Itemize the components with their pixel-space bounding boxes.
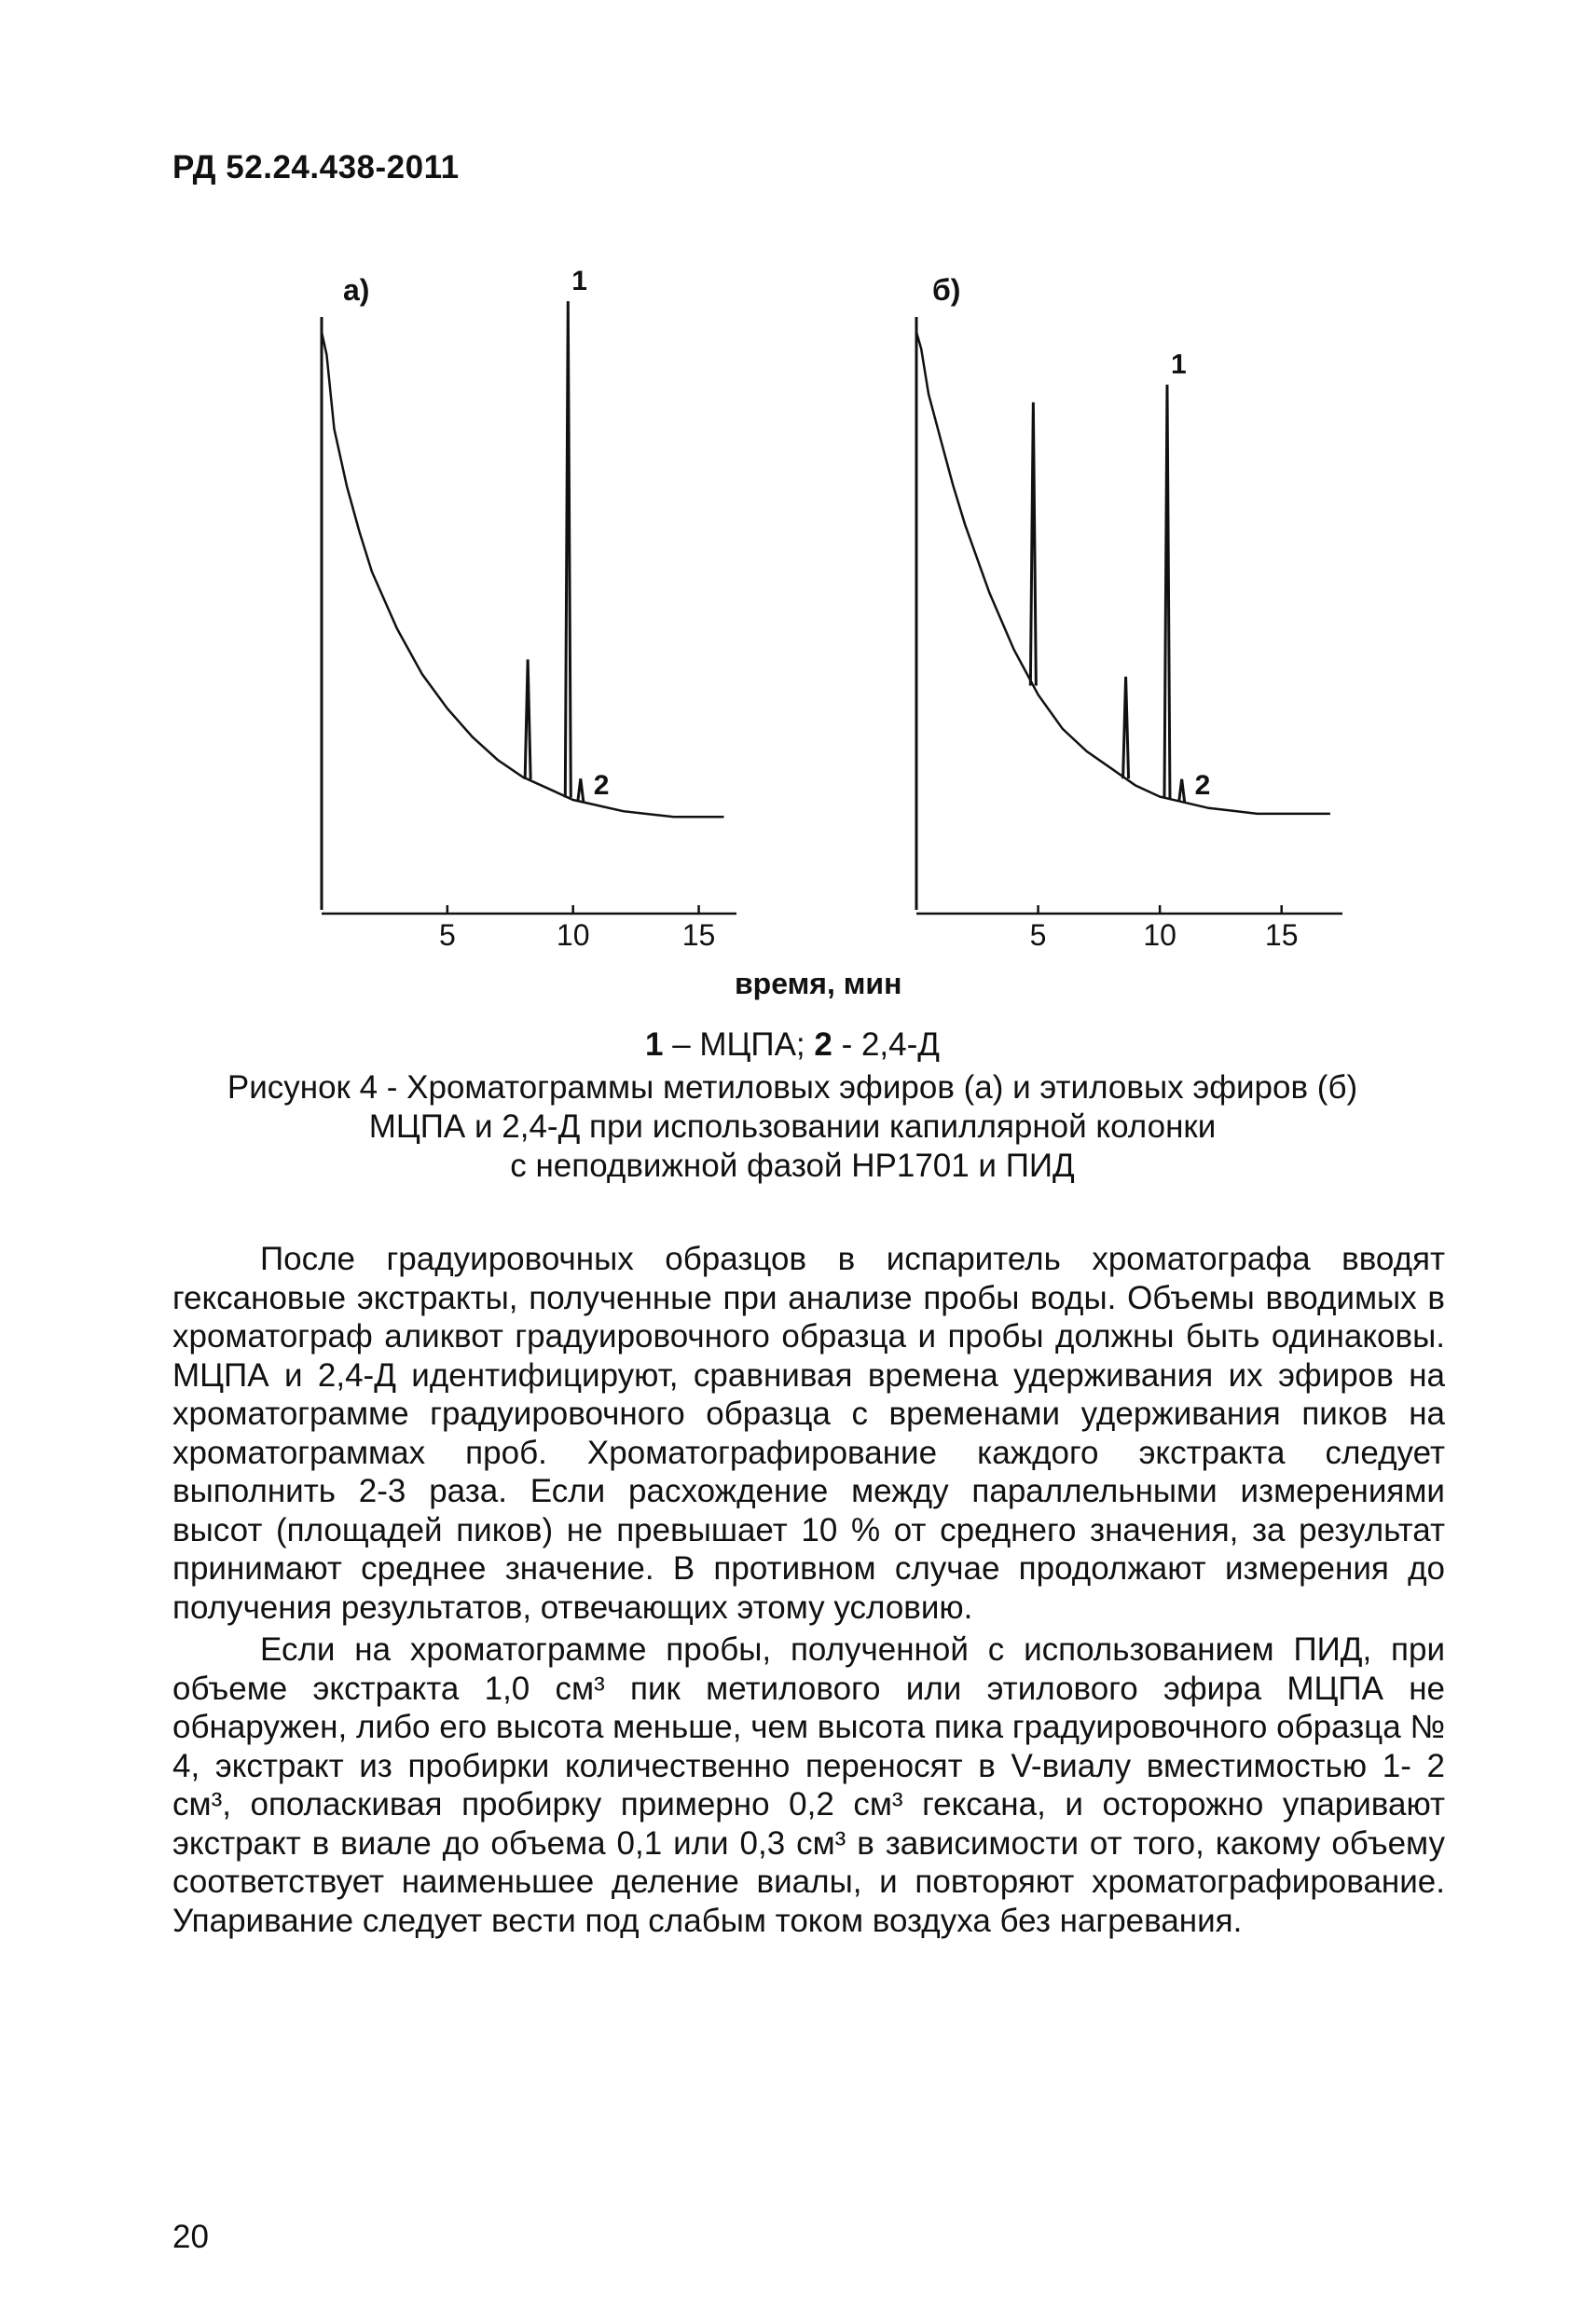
body-text [172,1240,1445,1940]
peak-2 [1179,779,1185,802]
tick-label: 15 [1264,918,1299,952]
legend-text-1: – МЦПА; [663,1026,815,1063]
paragraph: Если на хроматограмме пробы, полученной с использованием ПИД, при объеме экстракта 1,0 см³ пик метилового или этилового эфира МЦПА не обнаружен, либо его высота меньше, чем высота пика градуировочного образца № 4, экстракт из пробирки количественно переносят в V-виалу вместимостью 1- 2 см³, ополаскивая пробирку примерно 0,2 см³ гексана, и осторожно упаривают экстракт в виале до объема 0,1 или 0,3 см³ в зависимости от того, какому объему соответствует наименьшее деление виалы, и повторяют хроматографирование. Упаривание следует вести под слабым током воздуха без нагревания. [172,1631,1445,1939]
legend-num-1: 1 [645,1026,664,1063]
peak-label: 1 [571,266,587,297]
caption-line: Рисунок 4 - Хроматограммы метиловых эфиров (а) и этиловых эфиров (б) [227,1069,1358,1106]
peak-unlabeled [1030,402,1036,685]
caption-line: МЦПА и 2,4-Д при использовании капиллярной колонки [368,1108,1217,1145]
paragraph: После градуировочных образцов в испаритель хроматографа вводят гексановые экстракты, полученные при анализе пробы воды. Объемы вводимых в хроматограф аликвот градуировочного образца и пробы должны быть одинаковы. МЦПА и 2,4-Д идентифицируют, сравнивая времена удерживания их эфиров на хроматограмме градуировочного образца с временами удерживания пиков на хроматограммах проб. Хроматографирование каждого экстракта следует выполнить 2-3 раза. Если расхождение между параллельными измерениями высот (площадей пиков) не превышает 10 % от среднего значения, за результат принимают среднее значение. В противном случае продолжают измерения до получения результатов, отвечающих этому условию. [172,1241,1445,1626]
peak-2 [578,778,584,801]
page-number: 20 [172,2219,209,2255]
tick-label: 10 [556,918,590,952]
tick-label: 5 [1029,918,1047,952]
tick-label: 5 [438,918,456,952]
panel-a-label: а) [343,273,370,307]
panel-b-label: б) [932,273,961,307]
figure-legend [131,1025,1454,1065]
peak-label: 2 [1194,770,1211,802]
peak-unlabeled [525,659,530,779]
chromatogram-panel-a [322,266,736,952]
document-header: РД 52.24.438-2011 [172,149,460,186]
legend-num-2: 2 [814,1026,832,1063]
peak-label: 2 [593,769,610,801]
time-axis-label: время, мин [735,967,902,1000]
figure-caption [131,1025,1454,1186]
chromatogram-trace [322,332,724,817]
peak-label: 1 [1170,349,1187,380]
chromatogram-panel-b [916,317,1342,952]
tick-label: 10 [1143,918,1176,952]
peak-unlabeled [1123,677,1129,778]
chromatogram-figure [0,0,1596,1016]
peak-1 [1164,385,1170,799]
tick-label: 15 [681,918,716,952]
peak-1 [565,301,571,797]
legend-text-2: - 2,4-Д [832,1026,940,1063]
caption-line: с неподвижной фазой НР1701 и ПИД [510,1148,1075,1184]
